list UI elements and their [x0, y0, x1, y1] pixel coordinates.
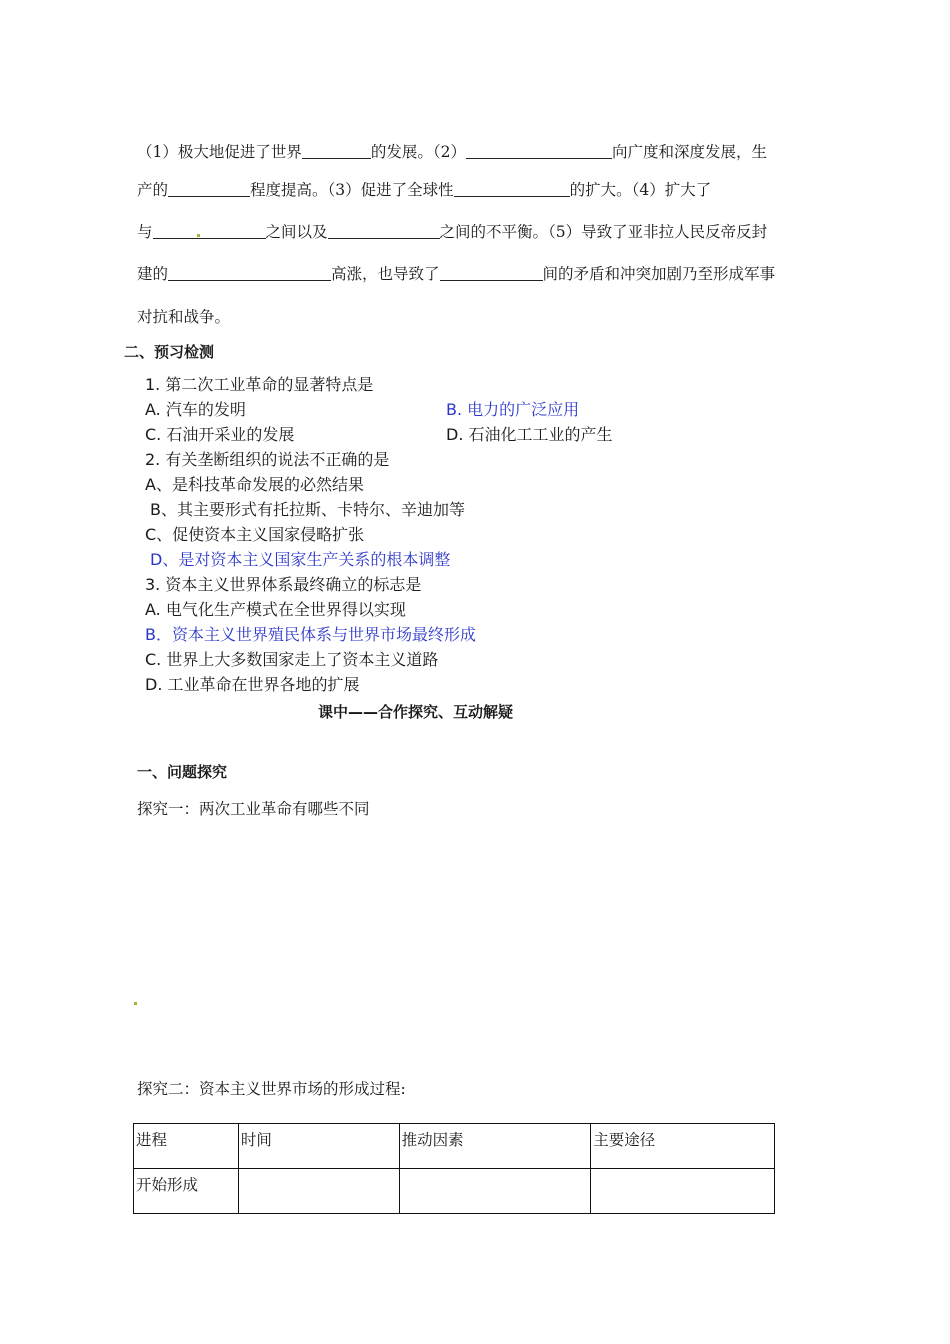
option-3d: D. 工业革命在世界各地的扩展 — [145, 675, 360, 694]
table-row — [134, 1169, 775, 1214]
option-2b: B、其主要形式有托拉斯、卡特尔、辛迪加等 — [150, 500, 465, 519]
intro-text: 对抗和战争。 — [137, 308, 231, 326]
column-header: 主要途径 — [591, 1124, 775, 1169]
intro-text: 的发展。（2） — [370, 143, 466, 161]
fill-blank[interactable] — [328, 222, 440, 239]
stray-mark — [134, 1002, 137, 1005]
fill-blank[interactable] — [168, 180, 250, 197]
option-1d: D. 石油化工工业的产生 — [446, 425, 613, 444]
fill-blank[interactable] — [153, 222, 266, 239]
option-3b-answer: B．资本主义世界殖民体系与世界市场最终形成 — [145, 625, 476, 644]
question-3: 3. 资本主义世界体系最终确立的标志是 — [145, 575, 422, 594]
fill-blank[interactable] — [440, 264, 543, 281]
intro-text: 的扩大。（4）扩大了 — [569, 181, 712, 199]
inquiry-2-prompt: 探究二：资本主义世界市场的形成过程: — [137, 1080, 406, 1098]
class-section-title: 课中——合作探究、互动解疑 — [318, 703, 514, 721]
fill-blank[interactable] — [454, 180, 570, 197]
column-header: 推动因素 — [399, 1124, 591, 1169]
inquiry-1-prompt: 探究一：两次工业革命有哪些不同 — [137, 800, 370, 818]
section-heading-inquiry: 一、问题探究 — [137, 763, 228, 781]
option-3a: A. 电气化生产模式在全世界得以实现 — [145, 600, 406, 619]
option-2a: A、是科技革命发展的必然结果 — [145, 475, 364, 494]
intro-text: 之间以及 — [265, 223, 328, 241]
intro-line-5 — [137, 303, 230, 331]
question-1: 1. 第二次工业革命的显著特点是 — [145, 375, 374, 394]
fill-blank[interactable] — [466, 142, 612, 159]
intro-text: 与 — [137, 223, 153, 241]
fill-blank[interactable] — [302, 142, 371, 159]
fill-blank[interactable] — [168, 264, 331, 281]
intro-text: 建的 — [137, 265, 169, 283]
table-header-row — [134, 1124, 775, 1169]
intro-text: 之间的不平衡。（5）导致了亚非拉人民反帝反封 — [439, 223, 768, 241]
intro-line-2 — [137, 176, 711, 204]
table-cell-empty[interactable] — [238, 1169, 399, 1214]
intro-line-1 — [137, 138, 767, 166]
stray-mark — [197, 234, 200, 237]
column-header: 时间 — [238, 1124, 399, 1169]
option-1b-answer: B. 电力的广泛应用 — [446, 400, 580, 419]
table-cell-empty[interactable] — [399, 1169, 591, 1214]
option-2d-answer: D、是对资本主义国家生产关系的根本调整 — [150, 550, 451, 569]
section-heading-preview: 二、预习检测 — [124, 343, 215, 361]
option-3c: C. 世界上大多数国家走上了资本主义道路 — [145, 650, 439, 669]
option-1a: A. 汽车的发明 — [145, 400, 246, 419]
intro-text: 间的矛盾和冲突加剧乃至形成军事 — [542, 265, 776, 283]
question-2: 2. 有关垄断组织的说法不正确的是 — [145, 450, 390, 469]
intro-line-3 — [137, 218, 767, 246]
intro-text: （1）极大地促进了世界 — [137, 143, 302, 161]
intro-text: 向广度和深度发展，生 — [612, 143, 768, 161]
option-2c: C、促使资本主义国家侵略扩张 — [145, 525, 365, 544]
column-header: 进程 — [134, 1124, 239, 1169]
table-cell-empty[interactable] — [591, 1169, 775, 1214]
intro-text: 程度提高。（3）促进了全球性 — [250, 181, 454, 199]
world-market-table — [133, 1123, 775, 1214]
intro-text: 高涨，也导致了 — [331, 265, 440, 283]
table-cell: 开始形成 — [134, 1169, 239, 1214]
intro-line-4 — [137, 260, 775, 288]
intro-text: 产的 — [137, 181, 169, 199]
option-1c: C. 石油开采业的发展 — [145, 425, 295, 444]
